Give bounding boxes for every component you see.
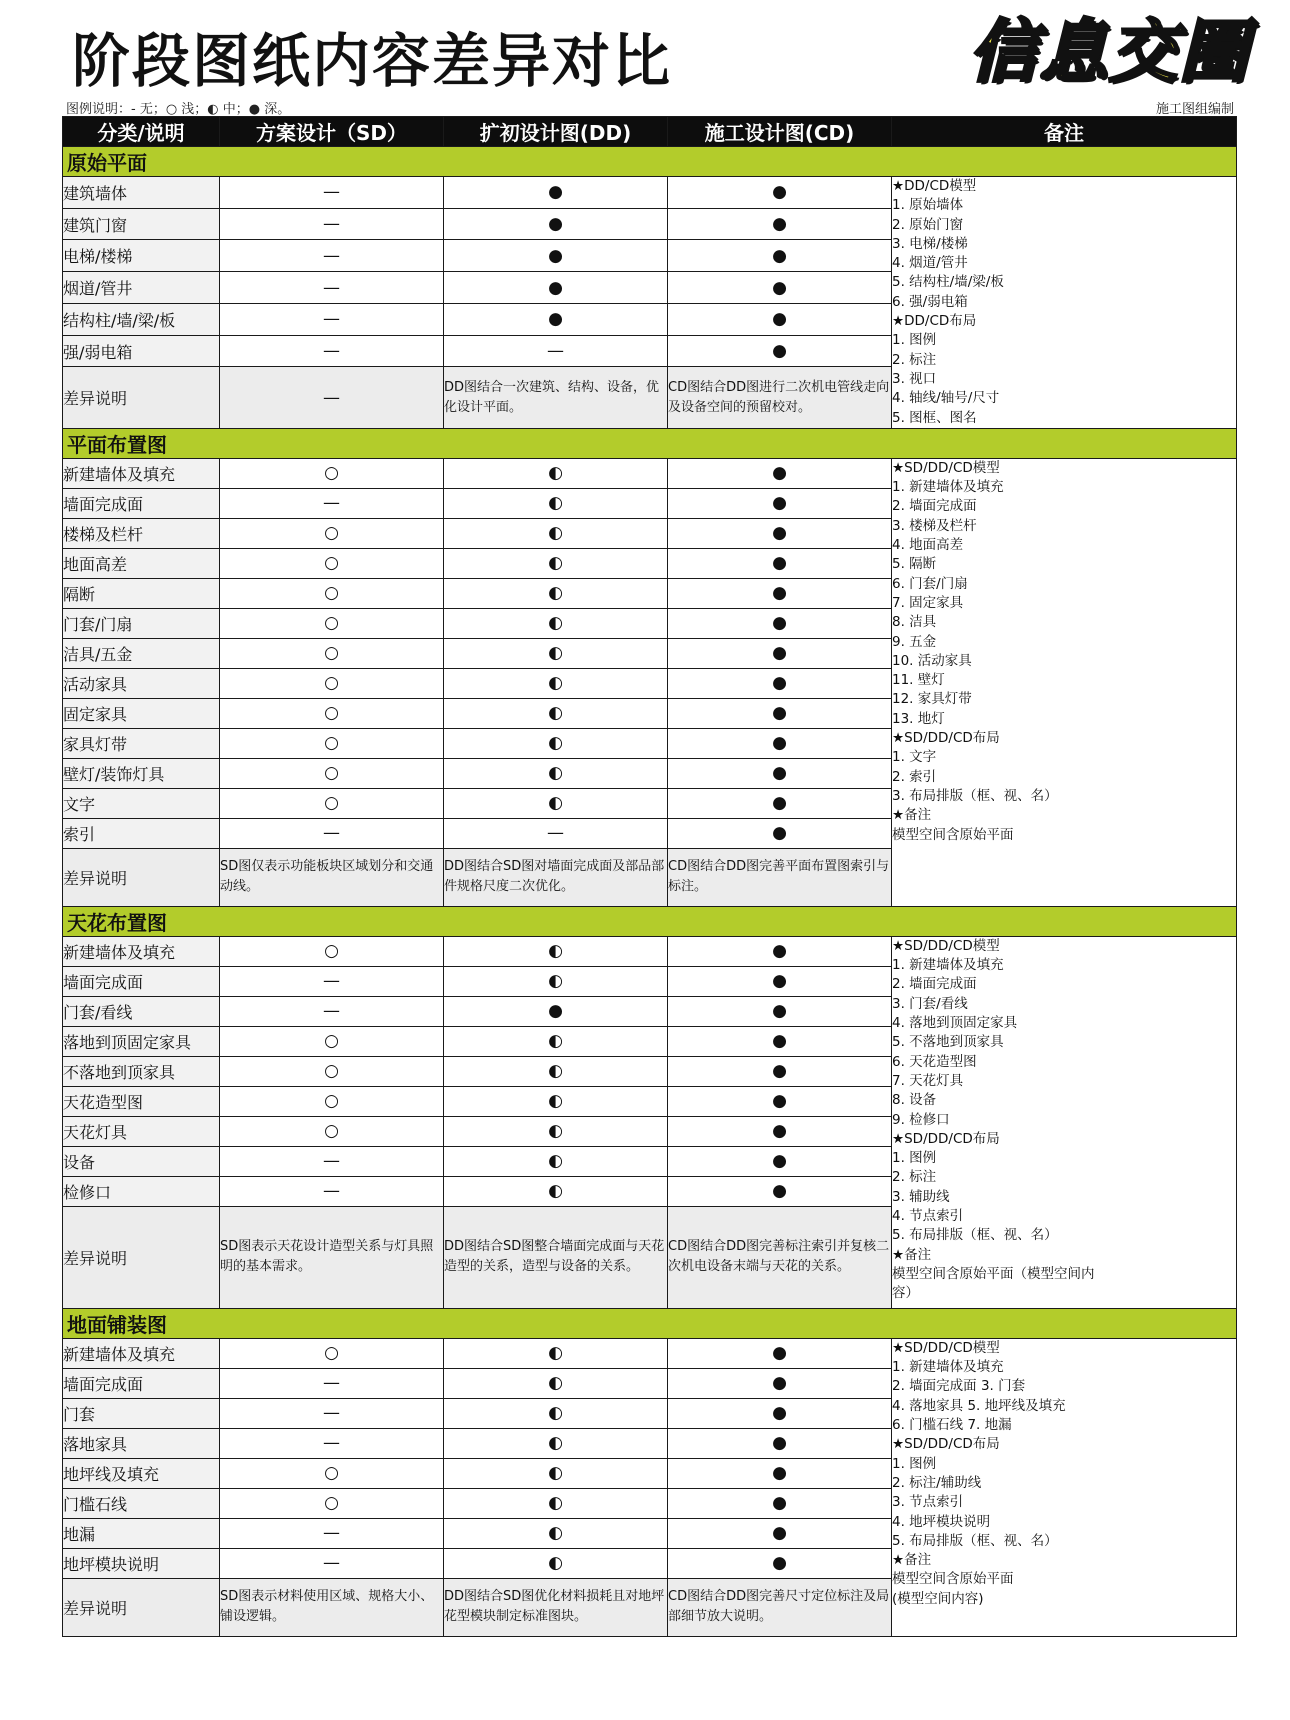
note-line: 6. 强/弱电箱 — [892, 293, 968, 310]
cd-level: ● — [668, 788, 892, 818]
note-line: 3. 电梯/楼梯 — [892, 235, 968, 252]
dd-level: ◐ — [444, 1458, 668, 1488]
row-label: 壁灯/装饰灯具 — [63, 758, 220, 788]
sd-level: — — [220, 240, 444, 272]
sd-level: — — [220, 272, 444, 304]
row-label: 强/弱电箱 — [63, 335, 220, 367]
row-label: 隔断 — [63, 578, 220, 608]
section-title: 原始平面 — [63, 147, 1237, 177]
note-line: 4. 落地到顶固定家具 — [892, 1015, 1018, 1032]
column-header: 备注 — [892, 117, 1237, 147]
dd-level: ● — [444, 272, 668, 304]
cd-level: ● — [668, 818, 892, 848]
brand-logo — [964, 4, 1254, 92]
cd-level: ● — [668, 272, 892, 304]
note-line: 3. 辅助线 — [892, 1188, 950, 1205]
cd-level: ● — [668, 728, 892, 758]
row-label: 检修口 — [63, 1176, 220, 1206]
sd-level: ○ — [220, 1488, 444, 1518]
sd-level: — — [220, 966, 444, 996]
column-header: 分类/说明 — [63, 117, 220, 147]
cd-level: ● — [668, 1488, 892, 1518]
cd-level: ● — [668, 996, 892, 1026]
row-label: 墙面完成面 — [63, 488, 220, 518]
sd-level: — — [220, 335, 444, 367]
sd-level: — — [220, 1428, 444, 1458]
section-header-row — [63, 147, 1237, 177]
section-header-row — [63, 906, 1237, 936]
column-header: 施工设计图(CD) — [668, 117, 892, 147]
sd-diff: — — [220, 367, 444, 428]
cd-level: ● — [668, 1086, 892, 1116]
note-line: 模型空间含原始平面 — [892, 826, 1014, 843]
dd-level: ● — [444, 177, 668, 209]
comparison-table — [62, 116, 1237, 1637]
note-line: 1. 新建墙体及填充 — [892, 479, 1004, 496]
row-label: 楼梯及栏杆 — [63, 518, 220, 548]
dd-level: ◐ — [444, 1116, 668, 1146]
dd-level: ◐ — [444, 1176, 668, 1206]
sd-level: ○ — [220, 1458, 444, 1488]
section-title: 天花布置图 — [63, 906, 1237, 936]
sd-diff: SD图仅表示功能板块区域划分和交通动线。 — [220, 848, 444, 906]
cd-level: ● — [668, 1056, 892, 1086]
dd-level: ◐ — [444, 668, 668, 698]
notes-cell — [892, 1338, 1237, 1636]
sd-level: ○ — [220, 548, 444, 578]
cd-level: ● — [668, 1116, 892, 1146]
note-line: ★DD/CD模型 — [892, 178, 977, 194]
sd-level: ○ — [220, 608, 444, 638]
cd-level: ● — [668, 303, 892, 335]
row-label: 新建墙体及填充 — [63, 458, 220, 488]
note-line: 4. 落地家具 5. 地坪线及填充 — [892, 1397, 1066, 1414]
cd-level: ● — [668, 548, 892, 578]
cd-level: ● — [668, 1146, 892, 1176]
dd-level: ● — [444, 303, 668, 335]
dd-level: ◐ — [444, 1026, 668, 1056]
note-line: ★SD/DD/CD布局 — [892, 1436, 1000, 1453]
note-line: ★SD/DD/CD模型 — [892, 459, 1000, 476]
note-line: 模型空间含原始平面（模型空间内 — [892, 1265, 1095, 1282]
dd-level: — — [444, 335, 668, 367]
cd-level: ● — [668, 966, 892, 996]
dd-level: ◐ — [444, 1518, 668, 1548]
note-line: 5. 隔断 — [892, 556, 937, 573]
note-line: 4. 地面高差 — [892, 537, 964, 554]
note-line: 3. 门套/看线 — [892, 995, 968, 1012]
credit-text: 施工图组编制 — [1155, 102, 1234, 117]
cd-level: ● — [668, 936, 892, 966]
sd-diff: SD图表示材料使用区域、规格大小、铺设逻辑。 — [220, 1578, 444, 1636]
sd-level: ○ — [220, 668, 444, 698]
note-line: 3. 布局排版（框、视、名） — [892, 787, 1058, 804]
note-line: 2. 原始门窗 — [892, 216, 964, 233]
dd-level: ◐ — [444, 966, 668, 996]
row-label: 门套/门扇 — [63, 608, 220, 638]
dd-level: — — [444, 818, 668, 848]
dd-level: ● — [444, 240, 668, 272]
note-line: 2. 标注 — [892, 351, 937, 368]
note-line: 5. 布局排版（框、视、名） — [892, 1532, 1058, 1549]
note-line: 4. 地坪模块说明 — [892, 1513, 991, 1530]
note-line: ★SD/DD/CD布局 — [892, 730, 1000, 747]
cd-level: ● — [668, 488, 892, 518]
sd-level: ○ — [220, 458, 444, 488]
sd-level: — — [220, 818, 444, 848]
dd-diff: DD图结合SD图对墙面完成面及部品部件规格尺度二次优化。 — [444, 848, 668, 906]
dd-level: ◐ — [444, 1428, 668, 1458]
dd-level: ◐ — [444, 698, 668, 728]
page-title: 阶段图纸内容差异对比 — [72, 27, 673, 95]
note-line: 5. 不落地到顶家具 — [892, 1034, 1004, 1051]
row-label: 设备 — [63, 1146, 220, 1176]
cd-level: ● — [668, 638, 892, 668]
note-line: 1. 新建墙体及填充 — [892, 957, 1004, 974]
table-row — [63, 936, 1237, 966]
cd-level: ● — [668, 177, 892, 209]
row-label: 固定家具 — [63, 698, 220, 728]
notes-cell — [892, 458, 1237, 906]
dd-level: ◐ — [444, 1488, 668, 1518]
row-label: 落地到顶固定家具 — [63, 1026, 220, 1056]
note-line: 2. 墙面完成面 — [892, 498, 977, 515]
dd-level: ● — [444, 996, 668, 1026]
note-line: 9. 检修口 — [892, 1111, 950, 1128]
row-label: 地坪模块说明 — [63, 1548, 220, 1578]
cd-level: ● — [668, 1428, 892, 1458]
note-line: 13. 地灯 — [892, 710, 945, 727]
sd-level: — — [220, 1518, 444, 1548]
row-label: 活动家具 — [63, 668, 220, 698]
note-line: 6. 天花造型图 — [892, 1053, 977, 1070]
note-line: 8. 洁具 — [892, 614, 937, 631]
note-line: ★备注 — [892, 1552, 932, 1569]
row-label: 门套/看线 — [63, 996, 220, 1026]
row-label: 天花造型图 — [63, 1086, 220, 1116]
diff-label: 差异说明 — [63, 1578, 220, 1636]
note-line: ★DD/CD布局 — [892, 313, 977, 330]
note-line: 2. 标注 — [892, 1169, 937, 1186]
dd-level: ◐ — [444, 638, 668, 668]
note-line: ★SD/DD/CD模型 — [892, 1339, 1000, 1356]
note-line: 7. 固定家具 — [892, 594, 964, 611]
note-line: 1. 原始墙体 — [892, 197, 964, 214]
row-label: 烟道/管井 — [63, 272, 220, 304]
cd-diff: CD图结合DD图完善尺寸定位标注及局部细节放大说明。 — [668, 1578, 892, 1636]
dd-level: ◐ — [444, 1368, 668, 1398]
sd-level: ○ — [220, 1086, 444, 1116]
brand-logo-text: 信息交圈 — [968, 12, 1249, 92]
row-label: 家具灯带 — [63, 728, 220, 758]
row-label: 洁具/五金 — [63, 638, 220, 668]
diff-label: 差异说明 — [63, 367, 220, 428]
note-line: 1. 图例 — [892, 1455, 937, 1472]
cd-level: ● — [668, 608, 892, 638]
note-line: (模型空间内容) — [892, 1590, 984, 1607]
row-label: 建筑墙体 — [63, 177, 220, 209]
sd-level: ○ — [220, 638, 444, 668]
note-line: ★SD/DD/CD布局 — [892, 1130, 1000, 1147]
dd-level: ◐ — [444, 608, 668, 638]
sd-diff: SD图表示天花设计造型关系与灯具照明的基本需求。 — [220, 1206, 444, 1308]
sd-level: ○ — [220, 1026, 444, 1056]
dd-level: ◐ — [444, 788, 668, 818]
dd-level: ◐ — [444, 1338, 668, 1368]
row-label: 地面高差 — [63, 548, 220, 578]
dd-diff: DD图结合SD图整合墙面完成面与天花造型的关系，造型与设备的关系。 — [444, 1206, 668, 1308]
note-line: ★备注 — [892, 1246, 932, 1263]
cd-level: ● — [668, 1338, 892, 1368]
row-label: 门槛石线 — [63, 1488, 220, 1518]
table-row — [63, 177, 1237, 209]
note-line: 5. 布局排版（框、视、名） — [892, 1227, 1058, 1244]
note-line: 容） — [892, 1285, 919, 1302]
sd-level: — — [220, 1176, 444, 1206]
section-title: 地面铺装图 — [63, 1308, 1237, 1338]
cd-level: ● — [668, 758, 892, 788]
note-line: 5. 图框、图名 — [892, 409, 977, 426]
cd-level: ● — [668, 1458, 892, 1488]
note-line: 2. 标注/辅助线 — [892, 1474, 982, 1491]
cd-level: ● — [668, 1026, 892, 1056]
row-label: 天花灯具 — [63, 1116, 220, 1146]
sd-level: — — [220, 1146, 444, 1176]
row-label: 地漏 — [63, 1518, 220, 1548]
table-body — [63, 147, 1237, 1637]
sd-level: — — [220, 1368, 444, 1398]
dd-level: ◐ — [444, 548, 668, 578]
sd-level: ○ — [220, 1056, 444, 1086]
cd-level: ● — [668, 335, 892, 367]
dd-level: ◐ — [444, 518, 668, 548]
sd-level: — — [220, 1548, 444, 1578]
note-line: 2. 墙面完成面 — [892, 976, 977, 993]
note-line: 6. 门槛石线 7. 地漏 — [892, 1417, 1012, 1434]
dd-level: ◐ — [444, 728, 668, 758]
cd-level: ● — [668, 1518, 892, 1548]
dd-level: ◐ — [444, 578, 668, 608]
section-header-row — [63, 1308, 1237, 1338]
sd-level: ○ — [220, 788, 444, 818]
note-line: 3. 节点索引 — [892, 1494, 964, 1511]
cd-level: ● — [668, 208, 892, 240]
column-header: 方案设计（SD） — [220, 117, 444, 147]
note-line: ★SD/DD/CD模型 — [892, 937, 1000, 954]
sd-level: ○ — [220, 1116, 444, 1146]
note-line: ★备注 — [892, 807, 932, 824]
note-line: 2. 墙面完成面 3. 门套 — [892, 1378, 1026, 1395]
sd-level: — — [220, 996, 444, 1026]
section-title: 平面布置图 — [63, 428, 1237, 458]
row-label: 新建墙体及填充 — [63, 1338, 220, 1368]
note-line: 1. 图例 — [892, 1150, 937, 1167]
sd-level: — — [220, 177, 444, 209]
note-line: 3. 视口 — [892, 370, 937, 387]
row-label: 不落地到顶家具 — [63, 1056, 220, 1086]
cd-level: ● — [668, 240, 892, 272]
note-line: 10. 活动家具 — [892, 652, 972, 669]
cd-diff: CD图结合DD图进行二次机电管线走向及设备空间的预留校对。 — [668, 367, 892, 428]
note-line: 1. 新建墙体及填充 — [892, 1359, 1004, 1376]
row-label: 文字 — [63, 788, 220, 818]
notes-cell — [892, 936, 1237, 1308]
row-label: 电梯/楼梯 — [63, 240, 220, 272]
cd-level: ● — [668, 458, 892, 488]
dd-level: ◐ — [444, 758, 668, 788]
header-row — [63, 117, 1237, 147]
note-line: 1. 图例 — [892, 332, 937, 349]
cd-level: ● — [668, 1368, 892, 1398]
cd-level: ● — [668, 668, 892, 698]
note-line: 4. 轴线/轴号/尺寸 — [892, 390, 1000, 407]
sd-level: ○ — [220, 936, 444, 966]
dd-level: ● — [444, 208, 668, 240]
note-line: 3. 楼梯及栏杆 — [892, 517, 977, 534]
note-line: 5. 结构柱/墙/梁/板 — [892, 274, 1004, 291]
sd-level: ○ — [220, 1338, 444, 1368]
row-label: 墙面完成面 — [63, 966, 220, 996]
row-label: 落地家具 — [63, 1428, 220, 1458]
dd-level: ◐ — [444, 1056, 668, 1086]
row-label: 新建墙体及填充 — [63, 936, 220, 966]
notes-cell — [892, 177, 1237, 429]
cd-level: ● — [668, 1548, 892, 1578]
dd-level: ◐ — [444, 1086, 668, 1116]
dd-level: ◐ — [444, 1548, 668, 1578]
cd-level: ● — [668, 1176, 892, 1206]
note-line: 4. 烟道/管井 — [892, 255, 968, 272]
row-label: 墙面完成面 — [63, 1368, 220, 1398]
cd-diff: CD图结合DD图完善平面布置图索引与标注。 — [668, 848, 892, 906]
table-row — [63, 1338, 1237, 1368]
note-line: 7. 天花灯具 — [892, 1072, 964, 1089]
cd-level: ● — [668, 578, 892, 608]
row-label: 结构柱/墙/梁/板 — [63, 303, 220, 335]
sd-level: ○ — [220, 758, 444, 788]
table-row — [63, 458, 1237, 488]
note-line: 4. 节点索引 — [892, 1208, 964, 1225]
dd-diff: DD图结合SD图优化材料损耗且对地坪花型模块制定标准图块。 — [444, 1578, 668, 1636]
sd-level: ○ — [220, 728, 444, 758]
sd-level: ○ — [220, 578, 444, 608]
dd-diff: DD图结合一次建筑、结构、设备，优化设计平面。 — [444, 367, 668, 428]
dd-level: ◐ — [444, 1146, 668, 1176]
row-label: 门套 — [63, 1398, 220, 1428]
dd-level: ◐ — [444, 936, 668, 966]
note-line: 6. 门套/门扇 — [892, 575, 968, 592]
dd-level: ◐ — [444, 458, 668, 488]
sd-level: ○ — [220, 518, 444, 548]
row-label: 地坪线及填充 — [63, 1458, 220, 1488]
cd-diff: CD图结合DD图完善标注索引并复核二次机电设备末端与天花的关系。 — [668, 1206, 892, 1308]
note-line: 11. 壁灯 — [892, 672, 945, 689]
sd-level: — — [220, 208, 444, 240]
sd-level: ○ — [220, 698, 444, 728]
sd-level: — — [220, 488, 444, 518]
column-header: 扩初设计图(DD) — [444, 117, 668, 147]
dd-level: ◐ — [444, 488, 668, 518]
diff-label: 差异说明 — [63, 848, 220, 906]
row-label: 索引 — [63, 818, 220, 848]
legend-text: 图例说明：- 无；○ 浅；◐ 中；● 深。 — [66, 102, 291, 117]
cd-level: ● — [668, 698, 892, 728]
section-header-row — [63, 428, 1237, 458]
note-line: 1. 文字 — [892, 749, 937, 766]
note-line: 8. 设备 — [892, 1092, 937, 1109]
dd-level: ◐ — [444, 1398, 668, 1428]
note-line: 2. 索引 — [892, 768, 937, 785]
cd-level: ● — [668, 518, 892, 548]
cd-level: ● — [668, 1398, 892, 1428]
diff-label: 差异说明 — [63, 1206, 220, 1308]
sd-level: — — [220, 1398, 444, 1428]
note-line: 9. 五金 — [892, 633, 937, 650]
note-line: 12. 家具灯带 — [892, 691, 972, 708]
note-line: 模型空间含原始平面 — [892, 1571, 1014, 1588]
row-label: 建筑门窗 — [63, 208, 220, 240]
sd-level: — — [220, 303, 444, 335]
